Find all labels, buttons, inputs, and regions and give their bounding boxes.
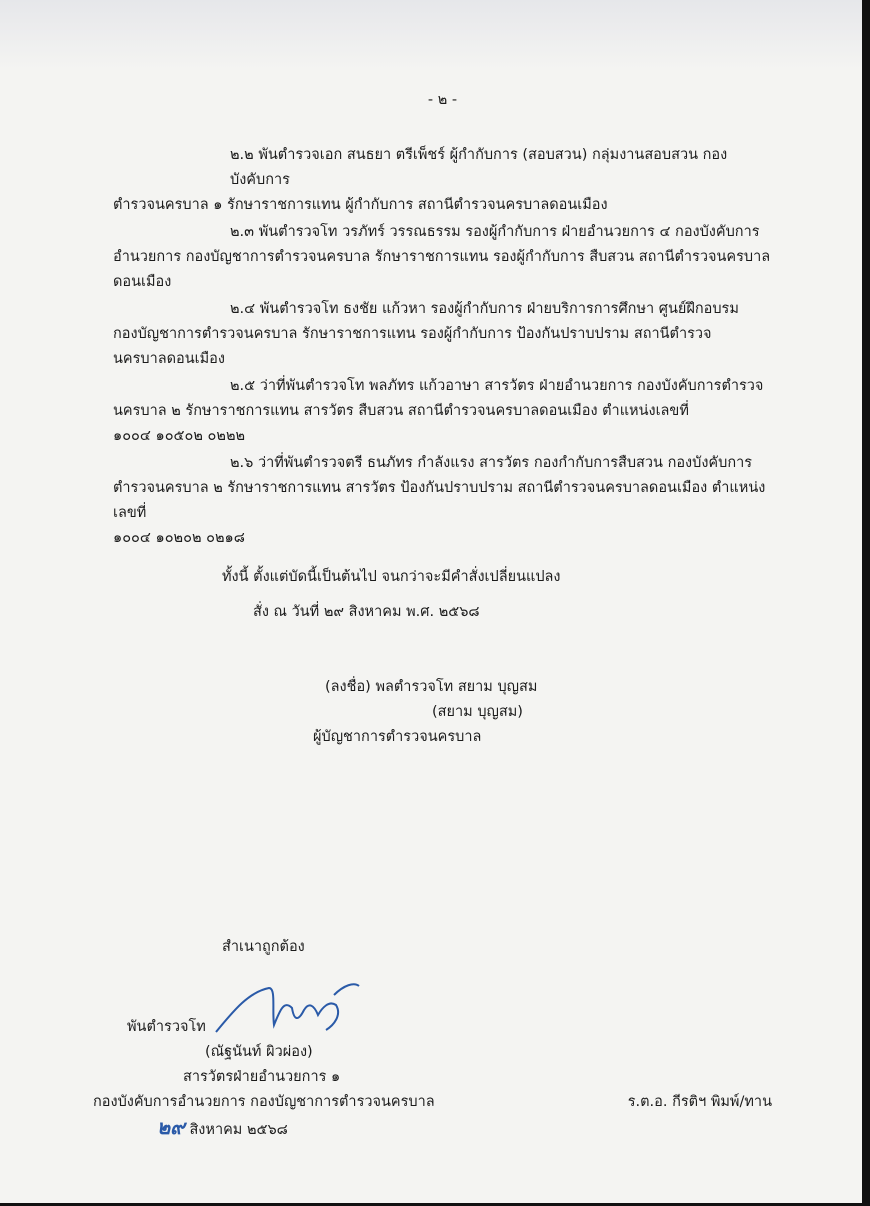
certified-date (113, 1115, 772, 1143)
item-2-4-line-2: กองบัญชาการตำรวจนครบาล รักษาราชการแทน รองผู้กำกับการ ป้องกันปราบปราม สถานีตำรวจ (113, 326, 712, 342)
certifier-unit: กองบังคับการอำนวยการ กองบัญชาการตำรวจนครบาล (93, 1094, 435, 1110)
certified-label: สำเนาถูกต้อง (222, 939, 305, 955)
item-2-3-line-2: อำนวยการ กองบัญชาการตำรวจนครบาล รักษาราชการแทน รองผู้กำกับการ สืบสวน สถานีตำรวจนครบาล (113, 249, 771, 265)
handwritten-signature (214, 980, 364, 1040)
typist-note: ร.ต.อ. กีรติฯ พิมพ์/ทาน (627, 1094, 772, 1110)
certified-block (93, 935, 772, 1143)
item-2-2-line-1: ๒.๒ พันตำรวจเอก สนธยา ตรีเพ็ชร์ ผู้กำกับการ (สอบสวน) กลุ่มงานสอบสวน กองบังคับการ (230, 147, 728, 188)
item-2-3-line-1: ๒.๓ พันตำรวจโท วรภัทร์ วรรณธรรม รองผู้กำกับการ ฝ่ายอำนวยการ ๔ กองบังคับการ (230, 224, 760, 240)
certified-month-year: สิงหาคม ๒๕๖๘ (189, 1122, 288, 1138)
signer-title: ผู้บัญชาการตำรวจนครบาล (313, 729, 482, 745)
item-2-2 (113, 143, 772, 218)
item-2-4 (113, 297, 772, 372)
item-2-2-line-2: ตำรวจนครบาล ๑ รักษาราชการแทน ผู้กำกับการ สถานีตำรวจนครบาลดอนเมือง (113, 197, 608, 213)
unit-row (93, 1090, 772, 1115)
order-date: สั่ง ณ วันที่ ๒๙ สิงหาคม พ.ศ. ๒๕๖๘ (253, 604, 480, 620)
item-2-3 (113, 220, 772, 295)
item-2-5-line-2: นครบาล ๒ รักษาราชการแทน สารวัตร สืบสวน สถานีตำรวจนครบาลดอนเมือง ตำแหน่งเลขที่ (113, 403, 689, 419)
signer-signed: (ลงชื่อ) พลตำรวจโท สยาม บุญสม (325, 679, 538, 695)
certifier-position: สารวัตรฝ่ายอำนวยการ ๑ (183, 1069, 341, 1085)
item-2-4-line-1: ๒.๔ พันตำรวจโท ธงชัย แก้วหา รองผู้กำกับการ ฝ่ายบริการการศึกษา ศูนย์ฝึกอบรม (230, 301, 739, 317)
signature-row (127, 980, 772, 1040)
certifier-rank: พันตำรวจโท (127, 1019, 206, 1035)
item-2-6 (113, 451, 772, 551)
item-2-5-line-1: ๒.๕ ว่าที่พันตำรวจโท พลภัทร แก้วอาษา สารวัตร ฝ่ายอำนวยการ กองบังคับการตำรวจ (230, 378, 764, 394)
item-2-6-line-1: ๒.๖ ว่าที่พันตำรวจตรี ธนภัทร กำลังแรง สารวัตร กองกำกับการสืบสวน กองบังคับการ (230, 455, 753, 471)
signer-name: (สยาม บุญสม) (432, 704, 523, 720)
item-2-3-line-3: ดอนเมือง (113, 274, 172, 290)
certifier-name: (ณัฐนันท์ ผิวผ่อง) (205, 1044, 313, 1060)
effective-clause: ทั้งนี้ ตั้งแต่บัดนี้เป็นต้นไป จนกว่าจะมีคำสั่งเปลี่ยนแปลง (222, 569, 561, 585)
page-number: - ๒ - (427, 92, 458, 108)
handwritten-day: ๒๙ (157, 1115, 185, 1139)
item-2-5 (113, 374, 772, 449)
item-2-4-line-3: นครบาลดอนเมือง (113, 351, 225, 367)
item-2-6-line-3: ๑๐๐๔ ๑๐๒๐๒ ๐๒๑๘ (113, 530, 245, 546)
signer-block (113, 675, 772, 750)
item-2-6-line-2: ตำรวจนครบาล ๒ รักษาราชการแทน สารวัตร ป้องกันปราบปราม สถานีตำรวจนครบาลดอนเมือง ตำแหน่งเลขที่ (113, 480, 766, 521)
item-2-5-line-3: ๑๐๐๔ ๑๐๕๐๒ ๐๒๒๒ (113, 428, 246, 444)
